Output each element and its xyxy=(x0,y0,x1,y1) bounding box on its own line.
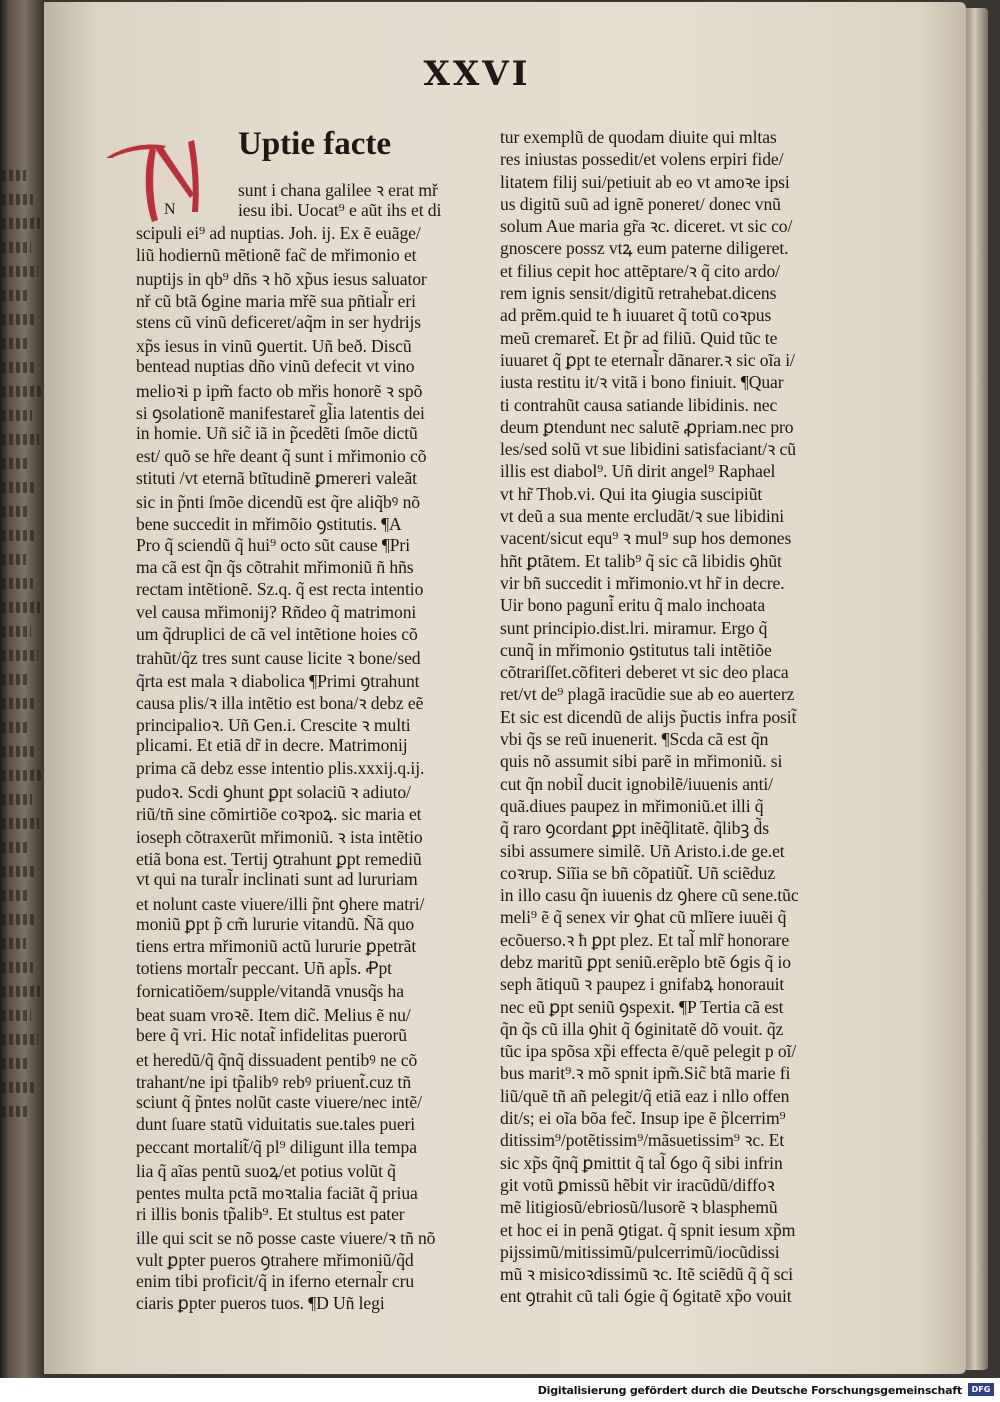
previous-page-line xyxy=(2,338,27,349)
previous-page-line xyxy=(2,818,39,829)
text-line: est/ quõ se hr̃e deant q̃ sunt i mřimonio cõ xyxy=(136,445,427,466)
text-line: moniũ ꝑpt p̃ cm̃ lururie vitandũ. Ñã quo xyxy=(136,913,415,934)
text-line: litatem filij sui/petiuit ab eo vt amoꝛe ipsi xyxy=(500,171,790,192)
previous-page-line xyxy=(2,482,37,493)
text-line: nec eũ ꝑpt seniũ ꝯspexit. ¶P Tertia cã est xyxy=(500,996,784,1017)
text-line: coꝛrup. Siĩia se bñ cõpatiũt̃. Uñ sciẽduz xyxy=(500,862,776,883)
text-line: um q̃druplici de cã vel intẽtione hoies cõ xyxy=(136,623,418,644)
text-line: principalioꝛ. Uñ Gen.i. Crescite ꝛ multi xyxy=(136,715,411,736)
text-line: prima cã debz esse intentio plis.xxxij.q.ij. xyxy=(136,757,425,778)
text-line: git votũ ꝑmissũ hẽbit vir iracũdũ/diffoꝛ xyxy=(500,1174,775,1195)
text-line: tur exemplũ de quodam diuite qui mltas xyxy=(500,127,777,147)
text-line: ent ꝯtrahit cũ tali ỽgie q̃ ỽgitatẽ xp̃o vouit xyxy=(500,1286,792,1307)
text-line: xp̃s iesus in vinũ ꝯuertit. Uñ beð. Discũ xyxy=(136,336,412,357)
previous-page-line xyxy=(2,602,40,613)
text-line: vult ꝑpter pueros ꝯtrahere mřimoniũ/q̃d xyxy=(136,1250,414,1271)
text-line: sic in p̃nti ſmõe dicendũ est q̃re aliq̃bꝰ nõ xyxy=(136,492,420,513)
text-line: gnoscere possz vtꝝ eum paterne diligeret. xyxy=(500,238,789,259)
text-line: ma cã est q̃n q̃s cõtrahit mřimoniũ ñ hñs xyxy=(136,557,414,578)
text-line: vt hr̃ Thob.vi. Qui ita ꝯiugia suscipiũt xyxy=(500,483,763,504)
text-line: quã.diues paupez in mřimoniũ.et illi q̃ xyxy=(500,795,764,816)
text-line: et filius cepit hoc attẽptare/ꝛ q̃ cito ardo/ xyxy=(500,260,780,281)
previous-page-line xyxy=(2,530,35,541)
text-line: sunt principio.dist.lri. miramur. Ergo q̃ xyxy=(500,617,768,638)
previous-page-line xyxy=(2,674,29,685)
text-line: stituti /vt eternã btĩtudinẽ ꝑmereri valeãt xyxy=(136,467,417,488)
text-line: ditissim⁹/potẽtissim⁹/mãsuetissim⁹ ꝛc. Et xyxy=(500,1130,785,1151)
text-line: q̃n q̃s cũ illa ꝯhit q̃ ỽginitatẽ dõ vouit. q̃z xyxy=(500,1018,784,1039)
text-line: dunt ſuare statũ viduitatis sue.tales pueri xyxy=(136,1114,416,1135)
text-line: causa plis/ꝛ illa intẽtio est bona/ꝛ debz eẽ xyxy=(136,692,424,713)
previous-page-line xyxy=(2,554,26,565)
text-line: solum Aue maria gr̃a ꝛc. diceret. vt sic co/ xyxy=(500,216,793,237)
text-line: et heredũ/q̃ q̃nq̃ dissuadent pentibꝰ ne cõ xyxy=(136,1049,418,1070)
previous-page-line xyxy=(2,650,38,661)
previous-page-line xyxy=(2,266,38,277)
text-line: iusta restitu it/ꝛ vitã i bono finiuit. ¶Quar xyxy=(500,372,784,393)
text-line: vacent/sicut equ⁹ ꝛ mul⁹ sup hos demones xyxy=(500,528,792,549)
text-line: bentead nuptias dño vinũ defecit vt vino xyxy=(136,356,415,377)
previous-page-line xyxy=(2,218,40,229)
text-line: quis nõ assumit sibi parẽ in mřimoniũ. si xyxy=(500,751,783,772)
previous-page-line xyxy=(2,626,31,637)
text-line: deum ꝑtendunt nec salutẽ ꝓpriam.nec pro xyxy=(500,416,794,437)
initial-guide-letter: N xyxy=(164,201,176,218)
page-fore-edge xyxy=(966,8,988,1370)
text-line: plicami. Et etiã dr̃ in decre. Matrimonij xyxy=(136,735,408,756)
text-line: Et sic est dicendũ de alijs p̃uctis infra posit̃ xyxy=(500,706,797,727)
text-line: cõtrariſſet.cõfiteri deberet vt sic deo placa xyxy=(500,662,789,683)
text-line: ciaris ꝑpter pueros tuos. ¶D Uñ legi xyxy=(136,1292,385,1313)
previous-page-line xyxy=(2,722,27,733)
text-line: ti contrahũt causa satiande libidinis. nec xyxy=(500,394,778,415)
text-line: vbi q̃s se reũ inuenerit. ¶Scda cã est q̃n xyxy=(500,729,769,750)
text-line: ret/vt de⁹ plagã iracũdie sue ab eo auerterz xyxy=(500,684,795,705)
text-line: ecõuerso.ꝛ ħ ꝑpt plez. Et tal̃ mlr̃ honorare xyxy=(500,929,790,950)
text-line: pentes multa pctã moꝛtalia faciãt q̃ priua xyxy=(136,1183,418,1204)
text-line: debz maritũ ꝑpt seniũ.erẽplo btẽ ỽgis q̃ io xyxy=(500,951,791,972)
text-line: vel causa mřimonij? Rñdeo q̃ matrimoni xyxy=(136,601,417,622)
text-line: iuuaret q̃ ꝑpt te eternal̃r dãnarer.ꝛ sic oĩa i/ xyxy=(500,349,795,370)
text-line: iesu ibi. Uocat⁹ e aũt ihs et di xyxy=(238,200,442,221)
previous-page-line xyxy=(2,746,34,757)
text-line: si ꝯsolationẽ manifestaret̃ gl̃ia latentis dei xyxy=(136,402,425,423)
text-line: cunq̃ in mřimonio ꝯstitutus tali intẽtiõe xyxy=(500,639,772,660)
text-line: bus marit⁹.ꝛ mõ spnit ipm̃.Sic̃ btã marie fi xyxy=(500,1063,791,1084)
text-line: vt deũ a sua mente ercludãt/ꝛ sue libidini xyxy=(500,506,785,527)
folio-number: XXVI xyxy=(423,54,531,94)
text-line: enim tibi proficit/q̃ in iferno eternal̃r cru xyxy=(136,1270,415,1291)
previous-page-line xyxy=(2,770,41,781)
previous-page-line xyxy=(2,458,30,469)
text-line: nř cũ btã ỽgine maria mřẽ sua pñtial̃r eri xyxy=(136,291,416,312)
text-line: fornicatiõem/supple/vitandã vnusq̃s ha xyxy=(136,980,404,1001)
digitization-footer xyxy=(0,1378,1000,1402)
text-line: meũ cremaret̃. Et p̃r ad filiũ. Quid tũc te xyxy=(500,327,778,348)
previous-page-line xyxy=(2,1106,27,1117)
text-line: illis est diabol⁹. Uñ dirit angel⁹ Raphael xyxy=(500,461,776,482)
text-line: vt qui na tural̃r inclinati sunt ad lururiam xyxy=(136,869,418,890)
previous-page-text-fragments xyxy=(2,170,42,1130)
text-line: hñt ꝑtãtem. Et talib⁹ q̃ sic cã libidis ꝯhũt xyxy=(500,550,782,571)
previous-page-line xyxy=(2,866,37,877)
text-line: trahant/ne ipi tp̃alibꝰ rebꝰ priuent̃.cuz tñ xyxy=(136,1071,412,1092)
previous-page-line xyxy=(2,698,36,709)
text-line: q̃ raro ꝯcordant ꝑpt inẽq̃litatẽ. q̃libꝫ d̃s xyxy=(500,818,769,839)
previous-page-line xyxy=(2,290,29,301)
right-text-column xyxy=(500,126,830,1308)
previous-page-line xyxy=(2,434,39,445)
text-line: scipuli ei⁹ ad nuptias. Joh. ij. Ex ẽ euãge/ xyxy=(136,222,421,243)
previous-page-line xyxy=(2,1058,29,1069)
text-line: nuptijs in qb⁹ dñs ꝛ hõ xp̃us iesus saluator xyxy=(136,269,427,290)
text-line: meli⁹ ẽ q̃ senex vir ꝯhat cũ mlĩere iuuẽi q̃ xyxy=(500,907,787,928)
previous-page-line xyxy=(2,842,30,853)
text-line: sic xp̃s q̃nq̃ ꝑmittit q̃ tal̃ ỽgo q̃ sibi infrin xyxy=(500,1152,783,1173)
text-line: Pro q̃ sciendũ q̃ hui⁹ octo sũt cause ¶Pri xyxy=(136,534,410,555)
funding-credit: Digitalisierung gefördert durch die Deutsche Forschungsgemeinschaft xyxy=(537,1384,962,1397)
previous-page-line xyxy=(2,386,41,397)
text-line: us digitũ suũ ad ignẽ poneret/ donec vnũ xyxy=(500,193,781,214)
text-line: trahũt/q̃z tres sunt cause licite ꝛ bone/sed xyxy=(136,648,421,669)
previous-page-line xyxy=(2,1082,36,1093)
text-line: et nolunt caste viuere/illi p̃nt ꝯhere matri/ xyxy=(136,893,425,914)
text-line: tũc ipa spõsa xp̃i effecta ẽ/quẽ pelegit p oĩ/ xyxy=(500,1041,797,1062)
text-line: sciunt q̃ p̃ntes nolũt caste viuere/nec intẽ/ xyxy=(136,1092,422,1113)
text-line: lia q̃ aĩas pentũ suoꝝ/et potius volũt q̃ xyxy=(136,1161,396,1182)
text-line: bere q̃ vri. Hic notat̃ infidelitas puerorũ xyxy=(136,1025,407,1046)
text-line: mũ ꝛ misicoꝛdissimũ ꝛc. Itẽ sciẽdũ q̃ q̃ sci xyxy=(500,1264,793,1285)
text-line: etiã bona est. Tertij ꝯtrahunt ꝑpt remediũ xyxy=(136,848,422,869)
text-line: sibi assumere similẽ. Uñ Aristo.i.de ge.et xyxy=(500,840,785,861)
previous-page-line xyxy=(2,794,32,805)
previous-page-line xyxy=(2,914,35,925)
previous-page-line xyxy=(2,890,28,901)
text-line: tiens ertra mřimoniũ actũ lururie ꝑpetrãt xyxy=(136,936,417,957)
text-line: ille qui scit se nõ posse caste viuere/ꝛ tñ nõ xyxy=(136,1227,436,1248)
dfg-logo: DFG xyxy=(968,1383,994,1396)
previous-page-line xyxy=(2,1034,38,1045)
text-line: rem ignis sensit/digitũ retrahebat.dicens xyxy=(500,283,777,304)
text-line: cut q̃n nobil̃ ducit ignobilẽ/iuuenis anti/ xyxy=(500,773,773,794)
text-line: beat suam vroꝛẽ. Item dic̃. Melius ẽ nu/ xyxy=(136,1004,411,1025)
previous-page-line xyxy=(2,170,26,181)
previous-page-line xyxy=(2,986,40,997)
previous-page-line xyxy=(2,362,34,373)
text-line: res iniustas possedit/et volens erpiri fide/ xyxy=(500,149,784,170)
previous-page-line xyxy=(2,194,33,205)
text-line: melioꝛi p ipm̃ facto ob mřis honorẽ ꝛ spõ xyxy=(136,380,423,401)
text-line: ioseph cõtraxerũt mřimoniũ. ꝛ ista intẽtio xyxy=(136,826,423,847)
left-text-column xyxy=(136,178,466,1315)
text-line: riũ/tñ sine cõmirtiõe coꝛpoꝝ. sic maria et xyxy=(136,804,422,825)
text-line: totiens mortal̃r peccant. Uñ apl̃s. Ꝓpt xyxy=(136,958,392,979)
text-line: Uir bono paguni̇̃ eritu q̃ malo inchoata xyxy=(500,595,766,616)
text-line: liũ/quẽ tñ añ pelegit/q̃ etiã eaz i nllo offen xyxy=(500,1085,790,1106)
text-line: q̃rta est mala ꝛ diabolica ¶Primi ꝯtrahunt xyxy=(136,670,420,691)
text-line: peccant mortalit̃/q̃ pl⁹ diligunt illa tempa xyxy=(136,1136,417,1157)
previous-page-line xyxy=(2,578,33,589)
previous-page-edge xyxy=(0,0,44,1378)
text-line: pudoꝛ. Scdi ꝯhunt ꝑpt solaciũ ꝛ adiuto/ xyxy=(136,782,411,803)
text-line: stens cũ vinũ deficeret/aq̃m in ser hydrijs xyxy=(136,311,422,332)
text-line: dit/s; ei oĩa bõa fec̃. Insup ipe ẽ p̃lcerrim⁹ xyxy=(500,1108,786,1129)
text-line: seph ãtiquũ ꝛ paupez i gnifabꝝ honorauit xyxy=(500,974,785,995)
text-line: vir bñ succedit i mřimonio.vt hr̃ in decre. xyxy=(500,572,785,593)
text-line: et hoc ei in penã ꝯtigat. q̃ spnit iesum xp̃m xyxy=(500,1219,796,1240)
text-line: liũ hodiernũ mẽtionẽ fac̃ de mřimonio et xyxy=(136,244,417,265)
text-line: sunt i chana galilee ꝛ erat mř xyxy=(238,180,438,200)
text-line: in illo casu q̃n iuuenis dz ꝯhere cũ sene.tũc xyxy=(500,885,799,906)
previous-page-line xyxy=(2,410,32,421)
text-line: pijssimũ/mitissimũ/pulcerrimũ/iocũdissi xyxy=(500,1241,780,1262)
previous-page-line xyxy=(2,938,26,949)
previous-page-line xyxy=(2,314,36,325)
previous-page-line xyxy=(2,506,28,517)
text-line: les/sed solũ vt sue libidini satisfaciant/ꝛ cũ xyxy=(500,439,796,460)
previous-page-line xyxy=(2,962,33,973)
previous-page-line xyxy=(2,242,31,253)
previous-page-line xyxy=(2,1010,31,1021)
text-line: in homie. Uñ sic̃ iã in p̃cedẽti ſmõe dictũ xyxy=(136,423,418,444)
text-line: ad prẽm.quid te ħ iuuaret q̃ totũ coꝛpus xyxy=(500,305,772,326)
text-line: mẽ litigiosũ/ebriosũ/lusorẽ ꝛ blasphemũ xyxy=(500,1197,778,1218)
incipit-heading: Uptie facte xyxy=(238,126,392,162)
text-line: rectam intẽtionẽ. Sz.q. q̃ est recta intentio xyxy=(136,579,424,600)
text-line: bene succedit in mřimõio ꝯstitutis. ¶A xyxy=(136,514,402,535)
text-line: ri illis bonis tp̃alib⁹. Et stultus est pater xyxy=(136,1203,405,1224)
